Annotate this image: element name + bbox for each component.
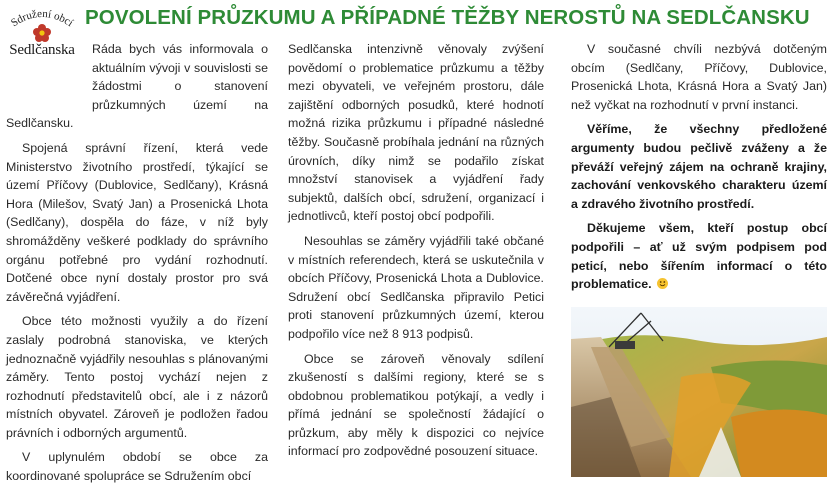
landscape-mining-photo — [571, 307, 827, 477]
logo-spacer — [6, 40, 92, 98]
smiley-icon — [657, 278, 668, 289]
text-column-1 — [6, 40, 268, 492]
landscape-illustration — [571, 307, 827, 477]
text-column-3 — [571, 40, 827, 300]
emphasis-paragraph: Věříme, že všechny předložené argumenty budou pečlivě zváženy a že převáží veřejný zájem na ochraně krajiny, zachování venkovského charakteru území a zdravého životního prostředí. — [571, 122, 827, 211]
paragraph: Sedlčanska intenzivně věnovaly zvýšení povědomí o problematice průzkumu a těžby mezi obyvateli, ve veřejném prostoru, dále zajištění odborných posudků, které hodnotí možná rizika průzkumu i případné následné těžby. Současně probíhala jednání na různých úrovních, díky nimž se podařilo získat množství stanovisek a vyjádření řady subjektů, dalších obcí, sdružení, organizací i jednotlivců, kteří postoj obcí podpořili. — [288, 42, 544, 224]
paragraph: V uplynulém období se obce za koordinované spolupráce se Sdružením obcí — [6, 450, 268, 484]
paragraph: Ráda bych vás informovala o aktuálním vývoji v souvislosti se žádostmi o stanovení průzkumných území na Sedlčansku. — [6, 42, 268, 131]
thanks-text: Děkujeme všem, kteří postup obcí podpořili – ať už svým podpisem pod peticí, nebo šířením informací o této problematice. — [571, 221, 827, 292]
paragraph: V současné chvíli nezbývá dotčeným obcím (Sedlčany, Příčovy, Dublovice, Prosenická Lhota, Krásná Hora a Svatý Jan) než vyčkat na rozhodnutí v první instanci. — [571, 42, 827, 112]
paragraph: Obce se zároveň věnovaly sdílení zkušeností s dalšími regiony, které se s obdobnou problematikou potýkají, a vedly i přímá jednání se společností žádající o průzkum, aby měly k dispozici co nejvíce informací pro zodpovědné posouzení situace. — [288, 351, 544, 459]
paragraph: Spojená správní řízení, která vede Ministerstvo životního prostředí, týkající se území Příčovy (Dublovice, Sedlčany), Krásná Hora (Milešov, Svatý Jan) a Prosenická Lhota (Sedlčany), dospěla do fáze, v níž byly shromážděny veškeré podklady do správního orgánu potřebné pro vydání rozhodnutí. Dotčené obce nyní dostaly prostor pro svá závěrečná vyjádření. — [6, 140, 268, 304]
thanks-paragraph — [571, 219, 827, 293]
article-title: POVOLENÍ PRŮZKUMU A PŘÍPADNÉ TĚŽBY NEROSTŮ NA SEDLČANSKU — [85, 6, 810, 29]
logo-brand-name: Sedlčanska — [9, 42, 75, 58]
paragraph: Nesouhlas se záměry vyjádřili také občané v místních referendech, která se uskutečnila v obcích Příčovy, Prosenická Lhota a Dublovice. Sdružení obcí Sedlčanska připravilo Petici proti stanovení průzkumných území, kterou podpořilo více než 8 913 podpisů. — [288, 233, 544, 341]
text-column-2 — [288, 40, 544, 467]
logo-arc-text: Sdružení obcí — [8, 7, 76, 30]
paragraph: Obce této možnosti využily a do řízení zaslaly podrobná stanoviska, ve kterých jednoznačně vyjádřily nesouhlas s plánovanými záměry. Tento postoj vychází nejen z rozhodnutí představitelů obcí, ale i z názorů místních obyvatel. Zároveň je podložen řadou právních i odborných argumentů. — [6, 314, 268, 440]
